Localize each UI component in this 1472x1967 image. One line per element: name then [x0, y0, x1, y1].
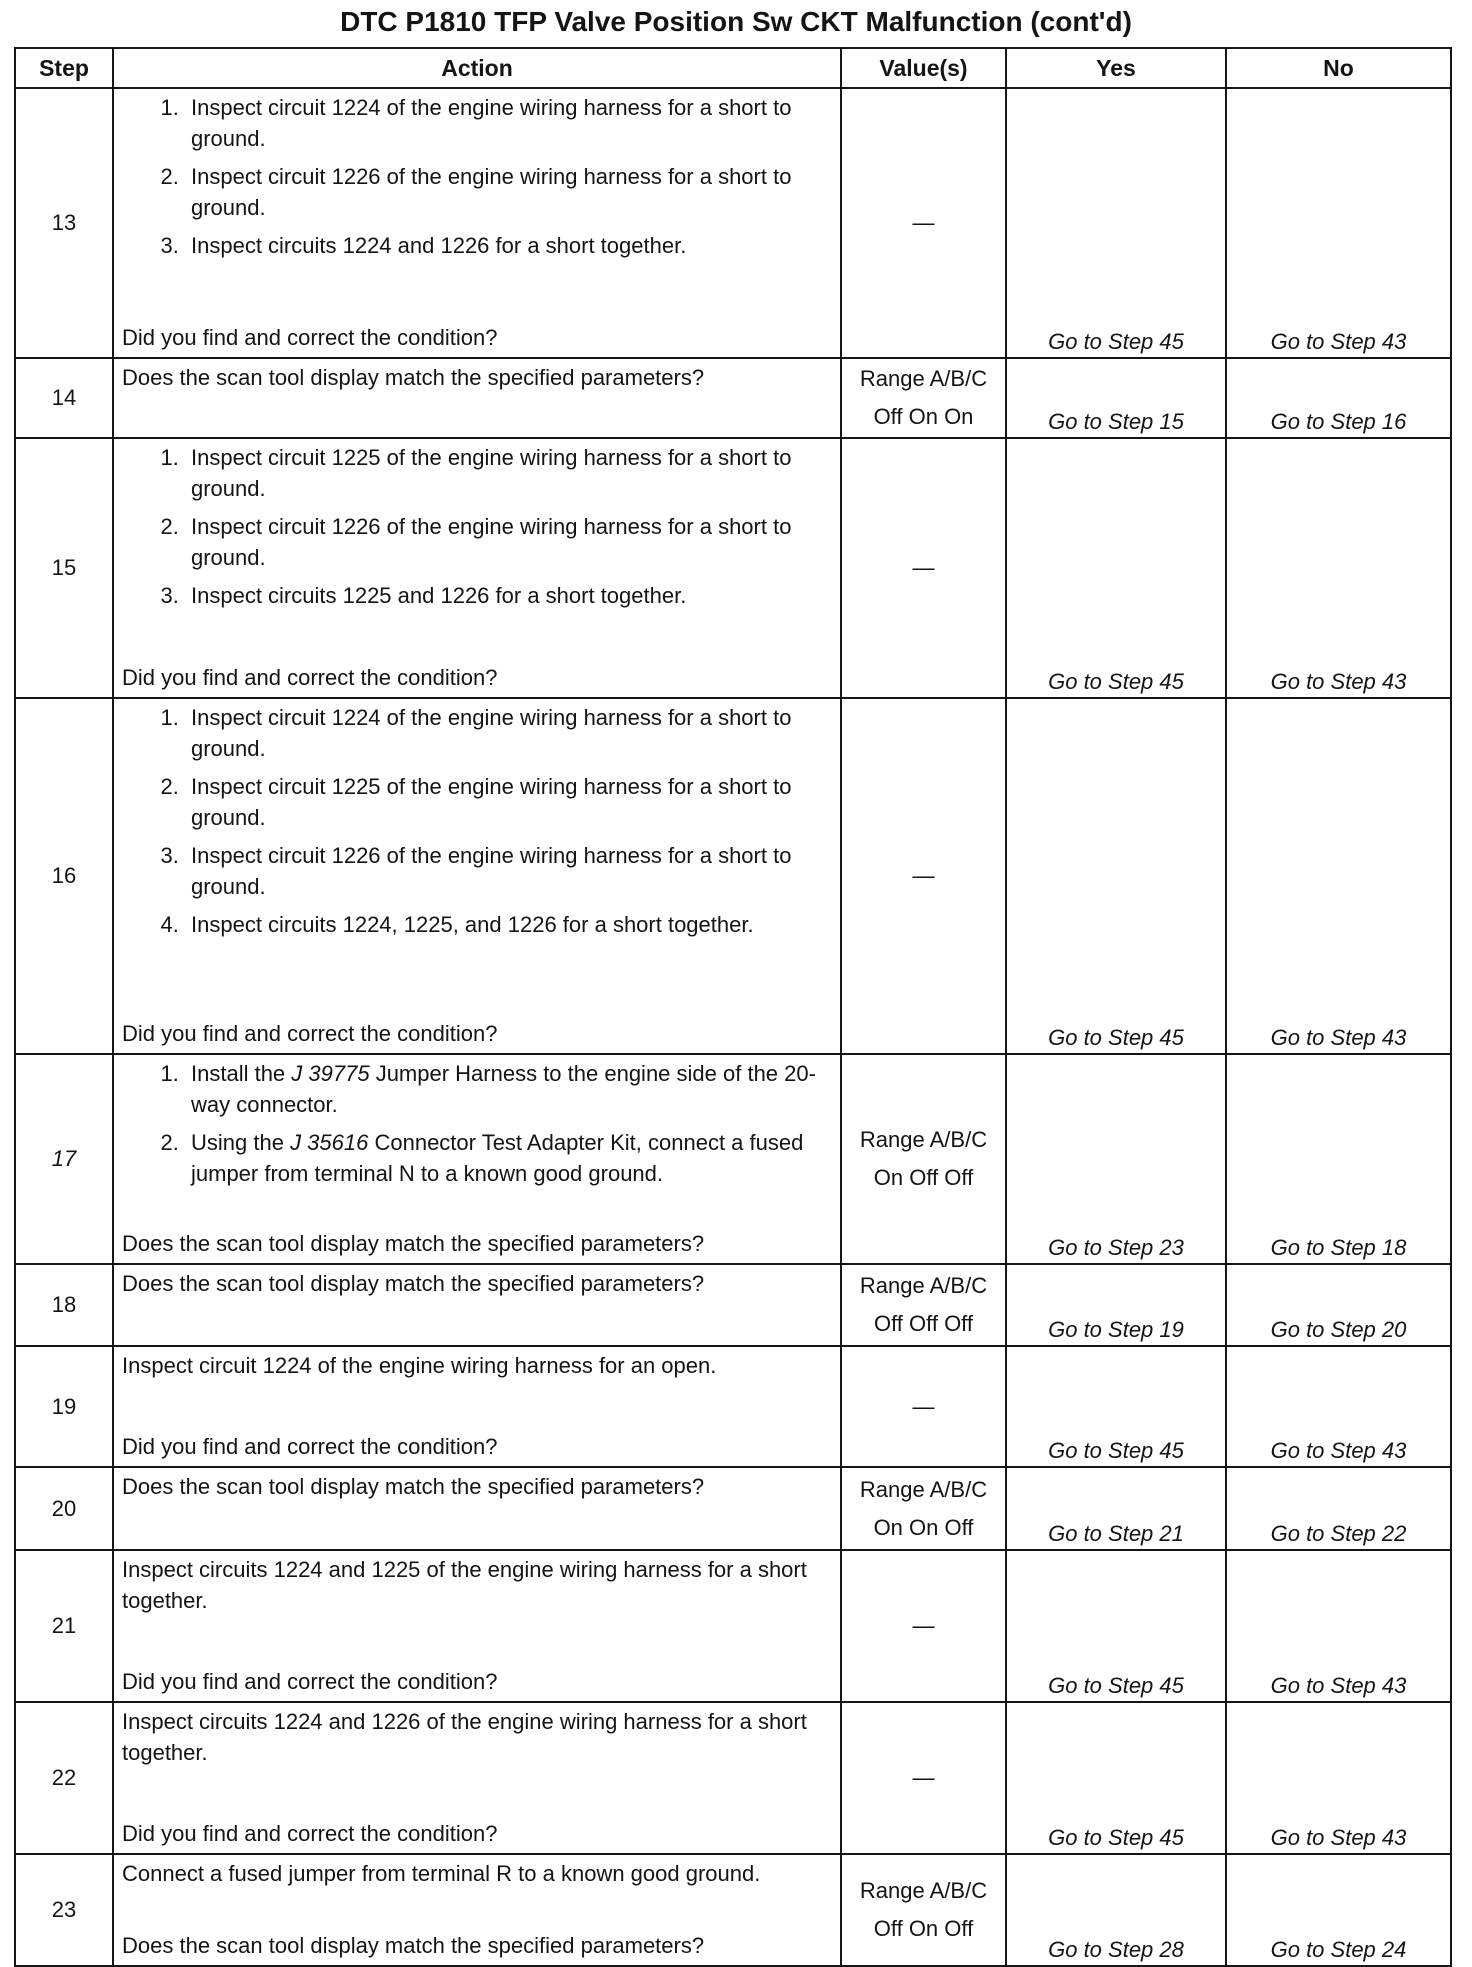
- action-item: 1. Inspect circuit 1224 of the engine wiring harness for a short to ground.: [185, 92, 834, 154]
- yes-go-to: Go to Step 19: [1048, 1317, 1184, 1342]
- yes-cell: [1006, 88, 1226, 358]
- value-states: Off Off Off: [873, 1311, 974, 1336]
- no-go-to: Go to Step 43: [1270, 669, 1407, 694]
- value-dash: —: [912, 1613, 935, 1638]
- value-cell: [841, 698, 1006, 1054]
- value-states: On On Off: [873, 1514, 974, 1540]
- action-list: [122, 92, 834, 268]
- action-question: Did you find and correct the condition?: [122, 665, 498, 690]
- table-row: [15, 1854, 1451, 1966]
- yes-cell: [1006, 1550, 1226, 1702]
- action-cell: [113, 358, 841, 438]
- value-range: Range A/B/C: [859, 366, 988, 391]
- value-cell: [841, 1550, 1006, 1702]
- action-cell: [113, 1467, 841, 1550]
- yes-cell: [1006, 1467, 1226, 1550]
- value-cell: [841, 1054, 1006, 1264]
- yes-cell: [1006, 1264, 1226, 1346]
- action-item: 2. Inspect circuit 1225 of the engine wiring harness for a short to ground.: [185, 771, 834, 833]
- action-cell: [113, 1702, 841, 1854]
- action-cell: [113, 1550, 841, 1702]
- action-text: Connect a fused jumper from terminal R to a known good ground.: [122, 1861, 761, 1886]
- step-number: 18: [15, 1264, 113, 1346]
- yes-go-to: Go to Step 21: [1048, 1521, 1184, 1546]
- step-number: 20: [15, 1467, 113, 1550]
- yes-go-to: Go to Step 45: [1048, 1025, 1184, 1050]
- value-cell: [841, 1854, 1006, 1966]
- tool-number: J 35616: [290, 1130, 369, 1155]
- action-item: 1. Install the J 39775 Jumper Harness to the engine side of the 20-way connector.: [185, 1058, 834, 1120]
- value-cell: [841, 1467, 1006, 1550]
- action-text: Inspect circuits 1224 and 1225 of the engine wiring harness for a short together.: [122, 1557, 807, 1613]
- header-yes: Yes: [1006, 48, 1226, 88]
- table-row: [15, 438, 1451, 698]
- table-row: [15, 1702, 1451, 1854]
- step-number: 17: [15, 1054, 113, 1264]
- action-item: 4. Inspect circuits 1224, 1225, and 1226 for a short together.: [185, 909, 834, 940]
- action-question: Did you find and correct the condition?: [122, 1021, 498, 1046]
- action-question: Did you find and correct the condition?: [122, 1434, 498, 1459]
- no-go-to: Go to Step 43: [1270, 1825, 1407, 1850]
- yes-go-to: Go to Step 28: [1048, 1937, 1184, 1962]
- action-question: Does the scan tool display match the specified parameters?: [122, 1231, 705, 1256]
- action-item: 1. Inspect circuit 1225 of the engine wiring harness for a short to ground.: [185, 442, 834, 504]
- value-cell: [841, 1702, 1006, 1854]
- table-row: [15, 1550, 1451, 1702]
- no-go-to: Go to Step 18: [1270, 1235, 1407, 1260]
- header-values: Value(s): [841, 48, 1006, 88]
- no-cell: [1226, 1054, 1451, 1264]
- action-item: 3. Inspect circuits 1225 and 1226 for a short together.: [185, 580, 834, 611]
- no-cell: [1226, 1854, 1451, 1966]
- yes-go-to: Go to Step 45: [1048, 1438, 1184, 1463]
- no-go-to: Go to Step 24: [1270, 1937, 1407, 1962]
- yes-go-to: Go to Step 23: [1048, 1235, 1184, 1260]
- action-question: Did you find and correct the condition?: [122, 325, 498, 350]
- action-question: Does the scan tool display match the specified parameters?: [122, 1474, 705, 1499]
- header-step: Step: [15, 48, 113, 88]
- action-cell: [113, 1346, 841, 1467]
- no-cell: [1226, 88, 1451, 358]
- value-dash: —: [912, 555, 935, 580]
- action-item: 1. Inspect circuit 1224 of the engine wiring harness for a short to ground.: [185, 702, 834, 764]
- yes-cell: [1006, 438, 1226, 698]
- action-item: 3. Inspect circuit 1226 of the engine wiring harness for a short to ground.: [185, 840, 834, 902]
- value-range: Range A/B/C: [859, 1273, 988, 1298]
- value-dash: —: [912, 1765, 935, 1790]
- no-cell: [1226, 1264, 1451, 1346]
- action-question: Does the scan tool display match the specified parameters?: [122, 1933, 705, 1958]
- action-question: Does the scan tool display match the specified parameters?: [122, 365, 705, 390]
- table-row: [15, 698, 1451, 1054]
- no-go-to: Go to Step 43: [1270, 1025, 1407, 1050]
- value-range: Range A/B/C: [859, 1878, 988, 1903]
- yes-cell: [1006, 358, 1226, 438]
- action-item: 3. Inspect circuits 1224 and 1226 for a short together.: [185, 230, 834, 261]
- yes-cell: [1006, 1854, 1226, 1966]
- no-cell: [1226, 1467, 1451, 1550]
- step-number: 13: [15, 88, 113, 358]
- no-cell: [1226, 1346, 1451, 1467]
- value-cell: [841, 358, 1006, 438]
- step-number: 15: [15, 438, 113, 698]
- action-item: 2. Inspect circuit 1226 of the engine wiring harness for a short to ground.: [185, 161, 834, 223]
- no-go-to: Go to Step 22: [1270, 1521, 1407, 1546]
- diagnostic-table: [14, 47, 1452, 1967]
- value-range: Range A/B/C: [859, 1476, 988, 1502]
- action-question: Did you find and correct the condition?: [122, 1669, 498, 1694]
- tool-number: J 39775: [291, 1061, 370, 1086]
- action-cell: [113, 698, 841, 1054]
- table-row: [15, 1264, 1451, 1346]
- step-number: 22: [15, 1702, 113, 1854]
- yes-go-to: Go to Step 45: [1048, 329, 1184, 354]
- value-states: Off On Off: [873, 1916, 974, 1941]
- table-row: [15, 1467, 1451, 1550]
- step-number: 14: [15, 358, 113, 438]
- action-cell: [113, 1264, 841, 1346]
- action-text: Inspect circuit 1224 of the engine wiring harness for an open.: [122, 1353, 717, 1378]
- step-number: 23: [15, 1854, 113, 1966]
- no-cell: [1226, 1702, 1451, 1854]
- action-cell: [113, 1854, 841, 1966]
- action-list: [122, 442, 834, 618]
- value-states: On Off Off: [873, 1165, 974, 1190]
- action-list: [122, 1058, 834, 1189]
- yes-go-to: Go to Step 45: [1048, 669, 1184, 694]
- action-question: Did you find and correct the condition?: [122, 1821, 498, 1846]
- table-header-row: [15, 48, 1451, 88]
- yes-cell: [1006, 1054, 1226, 1264]
- no-cell: [1226, 358, 1451, 438]
- value-cell: [841, 88, 1006, 358]
- table-row: [15, 1054, 1451, 1264]
- no-cell: [1226, 438, 1451, 698]
- no-cell: [1226, 1550, 1451, 1702]
- value-states: Off On On: [873, 404, 974, 429]
- table-row: [15, 1346, 1451, 1467]
- no-cell: [1226, 698, 1451, 1054]
- step-number: 19: [15, 1346, 113, 1467]
- action-cell: [113, 88, 841, 358]
- no-go-to: Go to Step 43: [1270, 1673, 1407, 1698]
- no-go-to: Go to Step 43: [1270, 329, 1407, 354]
- yes-cell: [1006, 1346, 1226, 1467]
- no-go-to: Go to Step 43: [1270, 1438, 1407, 1463]
- header-action: Action: [113, 48, 841, 88]
- header-no: No: [1226, 48, 1451, 88]
- action-cell: [113, 1054, 841, 1264]
- value-dash: —: [912, 863, 935, 888]
- no-go-to: Go to Step 20: [1270, 1317, 1407, 1342]
- no-go-to: Go to Step 16: [1270, 409, 1407, 434]
- page-title: DTC P1810 TFP Valve Position Sw CKT Malfunction (cont'd): [340, 6, 1132, 37]
- yes-go-to: Go to Step 15: [1048, 409, 1184, 434]
- value-dash: —: [912, 1393, 935, 1419]
- action-item: 2. Using the J 35616 Connector Test Adapter Kit, connect a fused jumper from terminal N to a known good ground.: [185, 1127, 834, 1189]
- yes-cell: [1006, 1702, 1226, 1854]
- table-row: [15, 358, 1451, 438]
- table-row: [15, 88, 1451, 358]
- value-dash: —: [912, 210, 935, 235]
- yes-cell: [1006, 698, 1226, 1054]
- step-number: 21: [15, 1550, 113, 1702]
- value-cell: [841, 438, 1006, 698]
- value-cell: [841, 1346, 1006, 1467]
- step-number: 16: [15, 698, 113, 1054]
- value-range: Range A/B/C: [859, 1127, 988, 1152]
- value-cell: [841, 1264, 1006, 1346]
- yes-go-to: Go to Step 45: [1048, 1673, 1184, 1698]
- action-list: [122, 702, 834, 947]
- action-text: Inspect circuits 1224 and 1226 of the engine wiring harness for a short together.: [122, 1709, 807, 1765]
- yes-go-to: Go to Step 45: [1048, 1825, 1184, 1850]
- action-question: Does the scan tool display match the specified parameters?: [122, 1271, 705, 1296]
- action-cell: [113, 438, 841, 698]
- action-item: 2. Inspect circuit 1226 of the engine wiring harness for a short to ground.: [185, 511, 834, 573]
